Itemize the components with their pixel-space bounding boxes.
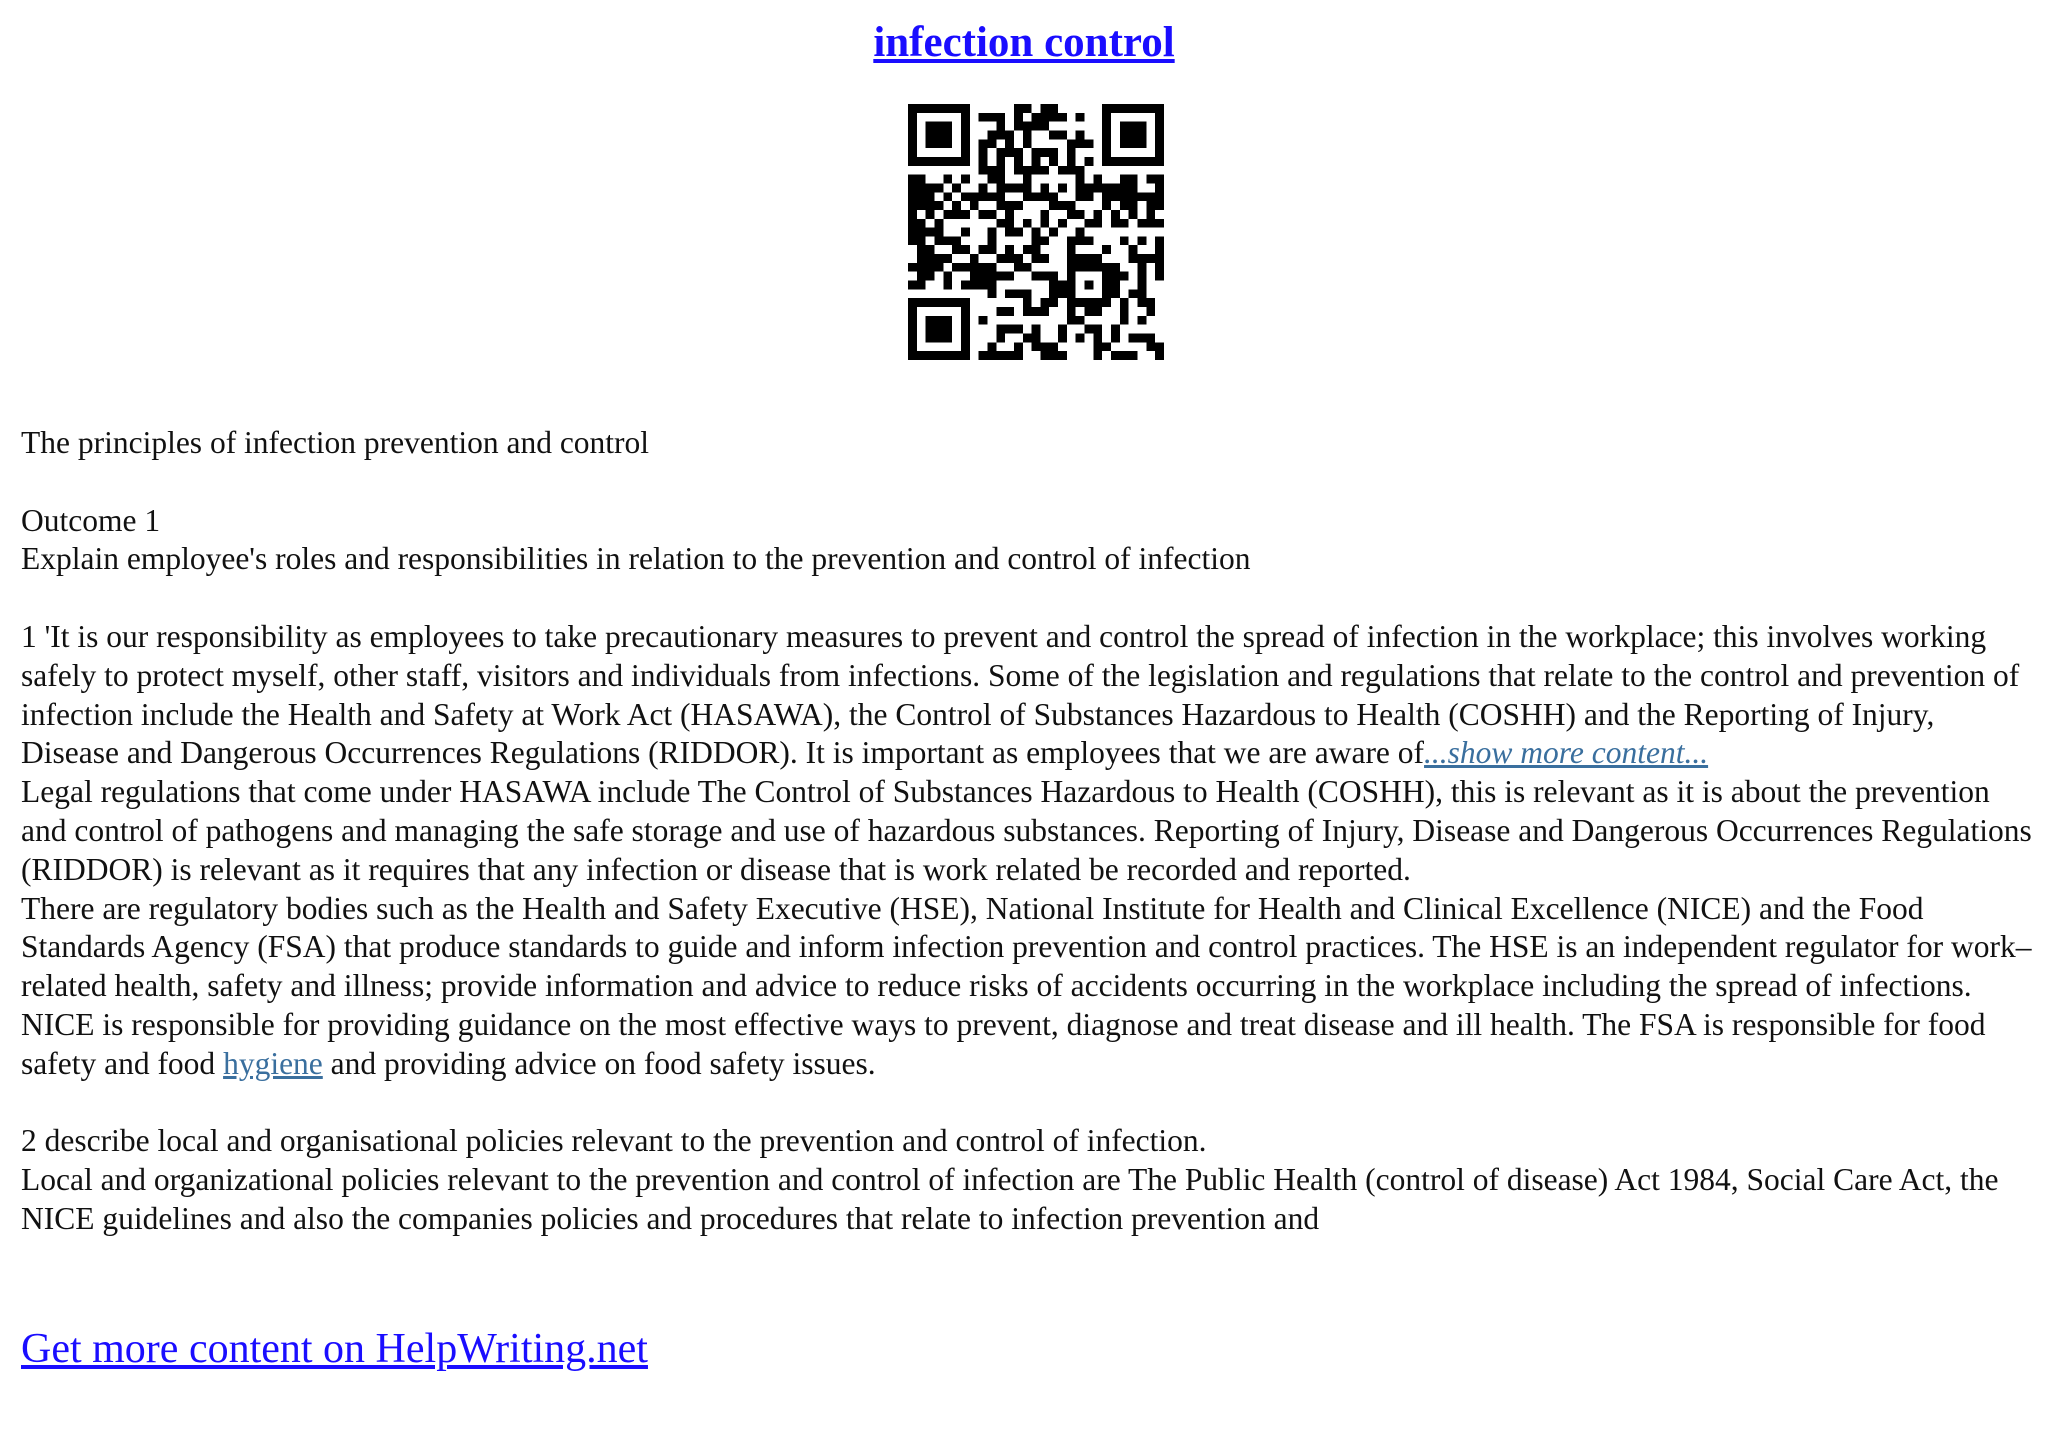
paragraph-2: Legal regulations that come under HASAWA include The Control of Substances Hazardous to Health (COSHH), this is relevant as it is about the prevention and control of pathogens and managing the safe storage and use of hazardous substances. Reporting of Injury, Disease and Dangerous Occurrences Regulations (RIDDOR) is relevant as it requires that any infection or disease that is work related be recorded and reported. [21,774,2032,887]
title-container [0,18,2048,67]
qr-code-icon [908,104,1164,360]
paragraph-3-tail: and providing advice on food safety issues. [322,1045,876,1081]
outcome-text: Explain employee's roles and responsibilities in relation to the prevention and control of infection [21,541,1251,577]
paragraph-5: Local and organizational policies relevant to the prevention and control of infection are The Public Health (control of disease) Act 1984, Social Care Act, the NICE guidelines and also the companies policies and procedures that relate to infection prevention and [21,1162,1999,1236]
spacer [21,463,2033,502]
document-heading: The principles of infection prevention and control [21,425,650,460]
document-body [21,424,2033,1239]
paragraph-4: 2 describe local and organisational policies relevant to the prevention and control of infection. [21,1123,1207,1159]
paragraph-3-text: There are regulatory bodies such as the Health and Safety Executive (HSE), National Institute for Health and Clinical Excellence (NICE) and the Food Standards Agency (FSA) that produce standards to guide and inform infection prevention and control practices. The HSE is an independent regulator for work–related health, safety and illness; provide information and advice to reduce risks of accidents occurring in the workplace including the spread of infections. NICE is responsible for providing guidance on the most effective ways to prevent, diagnose and treat disease and ill health. The FSA is responsible for food safety and food [21,890,2032,1081]
title-link[interactable]: infection control [873,19,1175,66]
show-more-link[interactable]: ...show more content... [1424,735,1709,771]
spacer [21,1084,2033,1123]
get-more-content-link[interactable]: Get more content on HelpWriting.net [21,1326,648,1372]
qr-code-graphic [908,104,1164,360]
paragraph-3 [21,890,2033,1084]
paragraph-1 [21,618,2033,773]
spacer [21,579,2033,618]
hygiene-link[interactable]: hygiene [223,1045,323,1081]
paragraph-1-text: 1 'It is our responsibility as employees to take precautionary measures to prevent and control the spread of infection in the workplace; this involves working safely to protect myself, other staff, visitors and individuals from infections. Some of the legislation and regulations that relate to the control and prevention of infection include the Health and Safety at Work Act (HASAWA), the Control of Substances Hazardous to Health (COSHH) and the Reporting of Injury, Disease and Dangerous Occurrences Regulations (RIDDOR). It is important as employees that we are aware of [21,618,2020,771]
outcome-label: Outcome 1 [21,502,161,538]
